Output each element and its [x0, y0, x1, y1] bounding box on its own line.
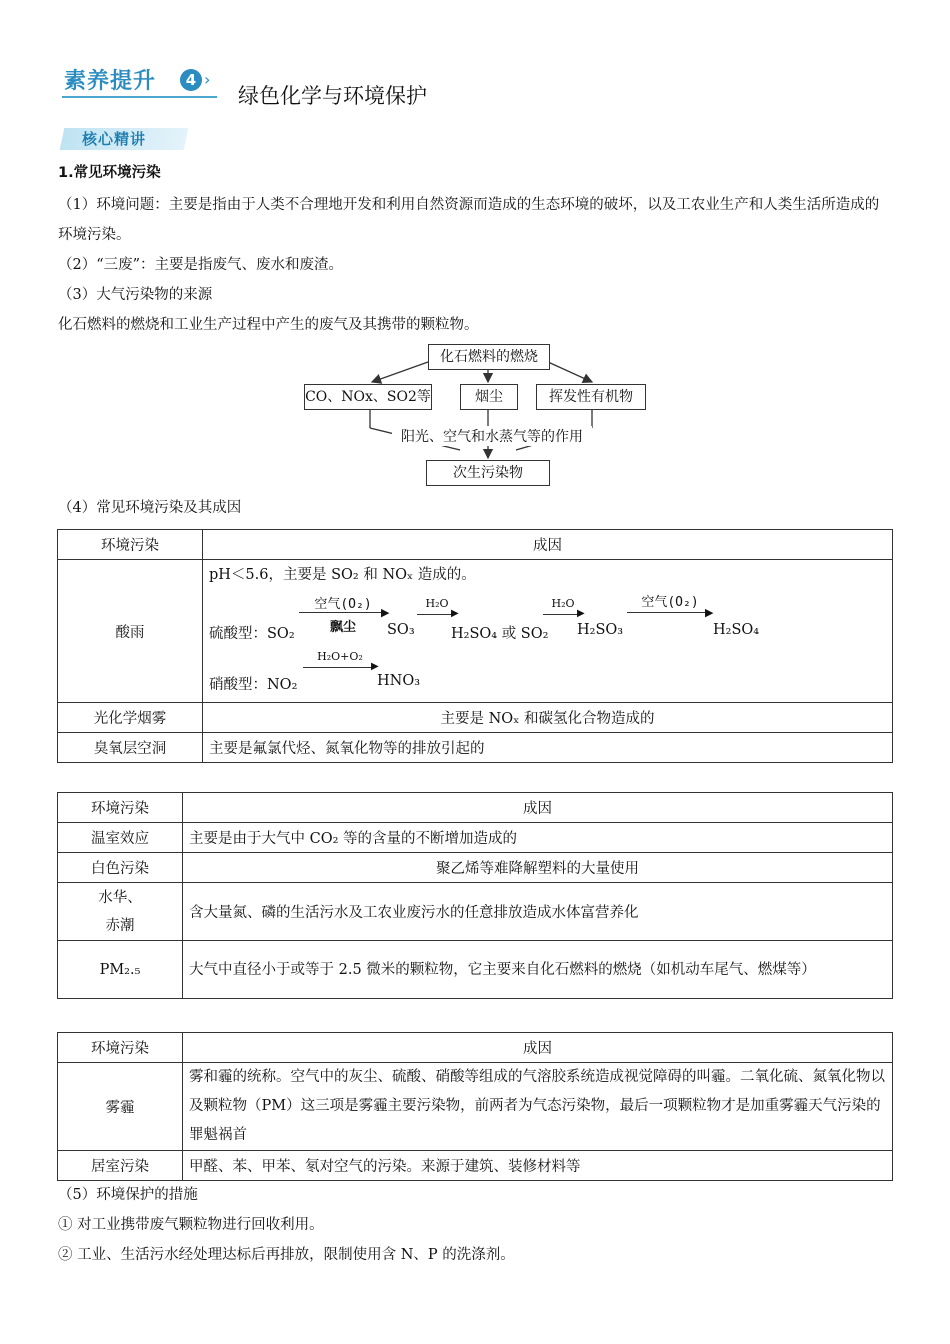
row-name-white-pollution: 白色污染 — [58, 853, 183, 883]
paragraph-6: （5）环境保护的措施 — [58, 1187, 198, 1203]
arrow-3-line — [543, 614, 581, 615]
badge-number: 4 — [180, 69, 202, 91]
table-row — [58, 1063, 893, 1151]
flow-box-secondary: 次生污染物 — [426, 460, 550, 486]
row-name-acid-rain: 酸雨 — [58, 560, 203, 703]
row-name-ozone: 臭氧层空洞 — [58, 733, 203, 763]
arrow-1-line — [299, 612, 385, 613]
table-row — [58, 941, 893, 999]
formula-h2so4: H₂SO₄ — [713, 622, 760, 638]
chevron-right-icon: › — [204, 70, 211, 89]
row-name-algal-bloom — [58, 883, 183, 941]
flow-box-gases: CO、NOx、SO2等 — [304, 384, 432, 410]
table-row — [58, 793, 893, 823]
arrow-head-icon: ▶ — [381, 606, 390, 619]
paragraph-7: ① 对工业携带废气颗粒物进行回收利用。 — [58, 1217, 324, 1233]
flow-box-fossil-fuel: 化石燃料的燃烧 — [428, 344, 550, 370]
pollution-table-2 — [57, 792, 893, 999]
paragraph-5: （4）常见环境污染及其成因 — [58, 500, 242, 516]
table-row — [58, 1151, 893, 1181]
paragraph-2: （2）“三废”：主要是指废气、废水和废渣。 — [58, 257, 344, 273]
arrow-5-line — [303, 667, 375, 668]
paragraph-4: 化石燃料的燃烧和工业生产过程中产生的废气及其携带的颗粒物。 — [58, 317, 479, 333]
row-cause-algal-bloom: 含大量氮、磷的生活污水及工农业废污水的任意排放造成水体富营养化 — [183, 883, 893, 941]
row-name-indoor: 居室污染 — [58, 1151, 183, 1181]
paragraph-3: （3）大气污染物的来源 — [58, 287, 213, 303]
row-cause-haze: 雾和霾的统称。空气中的灰尘、硫酸、硝酸等组成的气溶胶系统造成视觉障碍的叫霾。二氧化硫、氮氧化物以及颗粒物（PM）这三项是雾霾主要污染物，前两者为气态污染物，最后一项颗粒物才是加重雾霾天气污染的罪魁祸首 — [183, 1063, 893, 1151]
row-name-pm25: PM₂.₅ — [58, 941, 183, 999]
row-name-haze: 雾霾 — [58, 1063, 183, 1151]
arrow-head-icon: ▶ — [371, 661, 379, 672]
row-name-greenhouse: 温室效应 — [58, 823, 183, 853]
algal-bloom-name-b: 赤潮 — [105, 917, 135, 934]
row-cause-ozone: 主要是氟氯代烃、氮氧化物等的排放引起的 — [203, 733, 893, 763]
badge-text: 素养提升 — [64, 69, 157, 94]
formula-so3: SO₃ — [387, 622, 415, 638]
row-name-smog: 光化学烟雾 — [58, 703, 203, 733]
arrow-head-icon: ▶ — [451, 608, 459, 619]
table-header-pollution: 环境污染 — [58, 793, 183, 823]
table-header-cause: 成因 — [183, 1033, 893, 1063]
section-label: 核心精讲 — [82, 130, 147, 148]
arrow-2-condition: H₂O — [425, 597, 449, 610]
flow-action-label: 阳光、空气和水蒸气等的作用 — [392, 426, 592, 446]
paragraph-8: ② 工业、生活污水经处理达标后再排放，限制使用含 N、P 的洗涤剂。 — [58, 1247, 515, 1263]
arrow-1-condition: 空气(O₂) — [314, 597, 372, 612]
pollution-table-1 — [57, 529, 893, 763]
sulfuric-label: 硫酸型：SO₂ — [209, 626, 295, 642]
row-cause-pm25: 大气中直径小于或等于 2.5 微米的颗粒物，它主要来自化石燃料的燃烧（如机动车尾气、燃煤等） — [183, 941, 893, 999]
paragraph-1: （1）环境问题：主要是指由于人类不合理地开发和利用自然资源而造成的生态环境的破坏，以及工农业生产和人类生活所造成的环境污染。 — [58, 197, 880, 243]
nitric-label: 硝酸型：NO₂ — [209, 677, 298, 693]
arrow-3-condition: H₂O — [551, 597, 575, 610]
table-row — [58, 530, 893, 560]
row-cause-indoor: 甲醛、苯、甲苯、氡对空气的污染。来源于建筑、装修材料等 — [183, 1151, 893, 1181]
table-row — [58, 1033, 893, 1063]
arrow-4-condition: 空气(O₂) — [641, 595, 699, 610]
formula-h2so4-or-so2: H₂SO₄ 或 SO₂ — [451, 626, 549, 642]
table-header-cause: 成因 — [183, 793, 893, 823]
arrow-1-catalyst: 飘尘 — [329, 620, 356, 635]
formula-hno3: HNO₃ — [377, 673, 421, 689]
pollution-table-3 — [57, 1032, 893, 1181]
flow-box-dust: 烟尘 — [460, 384, 518, 410]
table-header-pollution: 环境污染 — [58, 1033, 183, 1063]
table-row — [58, 853, 893, 883]
formula-h2so3: H₂SO₃ — [577, 622, 624, 638]
acid-rain-content — [203, 560, 892, 702]
row-cause-acid-rain — [203, 560, 893, 703]
flow-box-voc: 挥发性有机物 — [536, 384, 646, 410]
table-row — [58, 823, 893, 853]
table-header-cause: 成因 — [203, 530, 893, 560]
arrow-head-icon: ▶ — [577, 608, 585, 619]
page-title: 绿色化学与环境保护 — [238, 84, 427, 108]
algal-bloom-name-a: 水华、 — [98, 889, 142, 906]
arrow-5-condition: H₂O+O₂ — [317, 650, 363, 663]
row-cause-white-pollution: 聚乙烯等难降解塑料的大量使用 — [183, 853, 893, 883]
table-row — [58, 883, 893, 941]
diagram-arrows — [0, 0, 950, 500]
row-cause-smog: 主要是 NOₓ 和碳氢化合物造成的 — [203, 703, 893, 733]
table-row — [58, 560, 893, 703]
heading-common-pollution: 1.常见环境污染 — [58, 165, 161, 181]
table-header-pollution: 环境污染 — [58, 530, 203, 560]
table-row — [58, 703, 893, 733]
arrow-2-line — [417, 614, 455, 615]
arrow-4-line — [627, 612, 709, 613]
row-cause-greenhouse: 主要是由于大气中 CO₂ 等的含量的不断增加造成的 — [183, 823, 893, 853]
arrow-head-icon: ▶ — [705, 606, 714, 619]
table-row — [58, 733, 893, 763]
acid-rain-summary: pH＜5.6，主要是 SO₂ 和 NOₓ 造成的。 — [209, 567, 476, 583]
